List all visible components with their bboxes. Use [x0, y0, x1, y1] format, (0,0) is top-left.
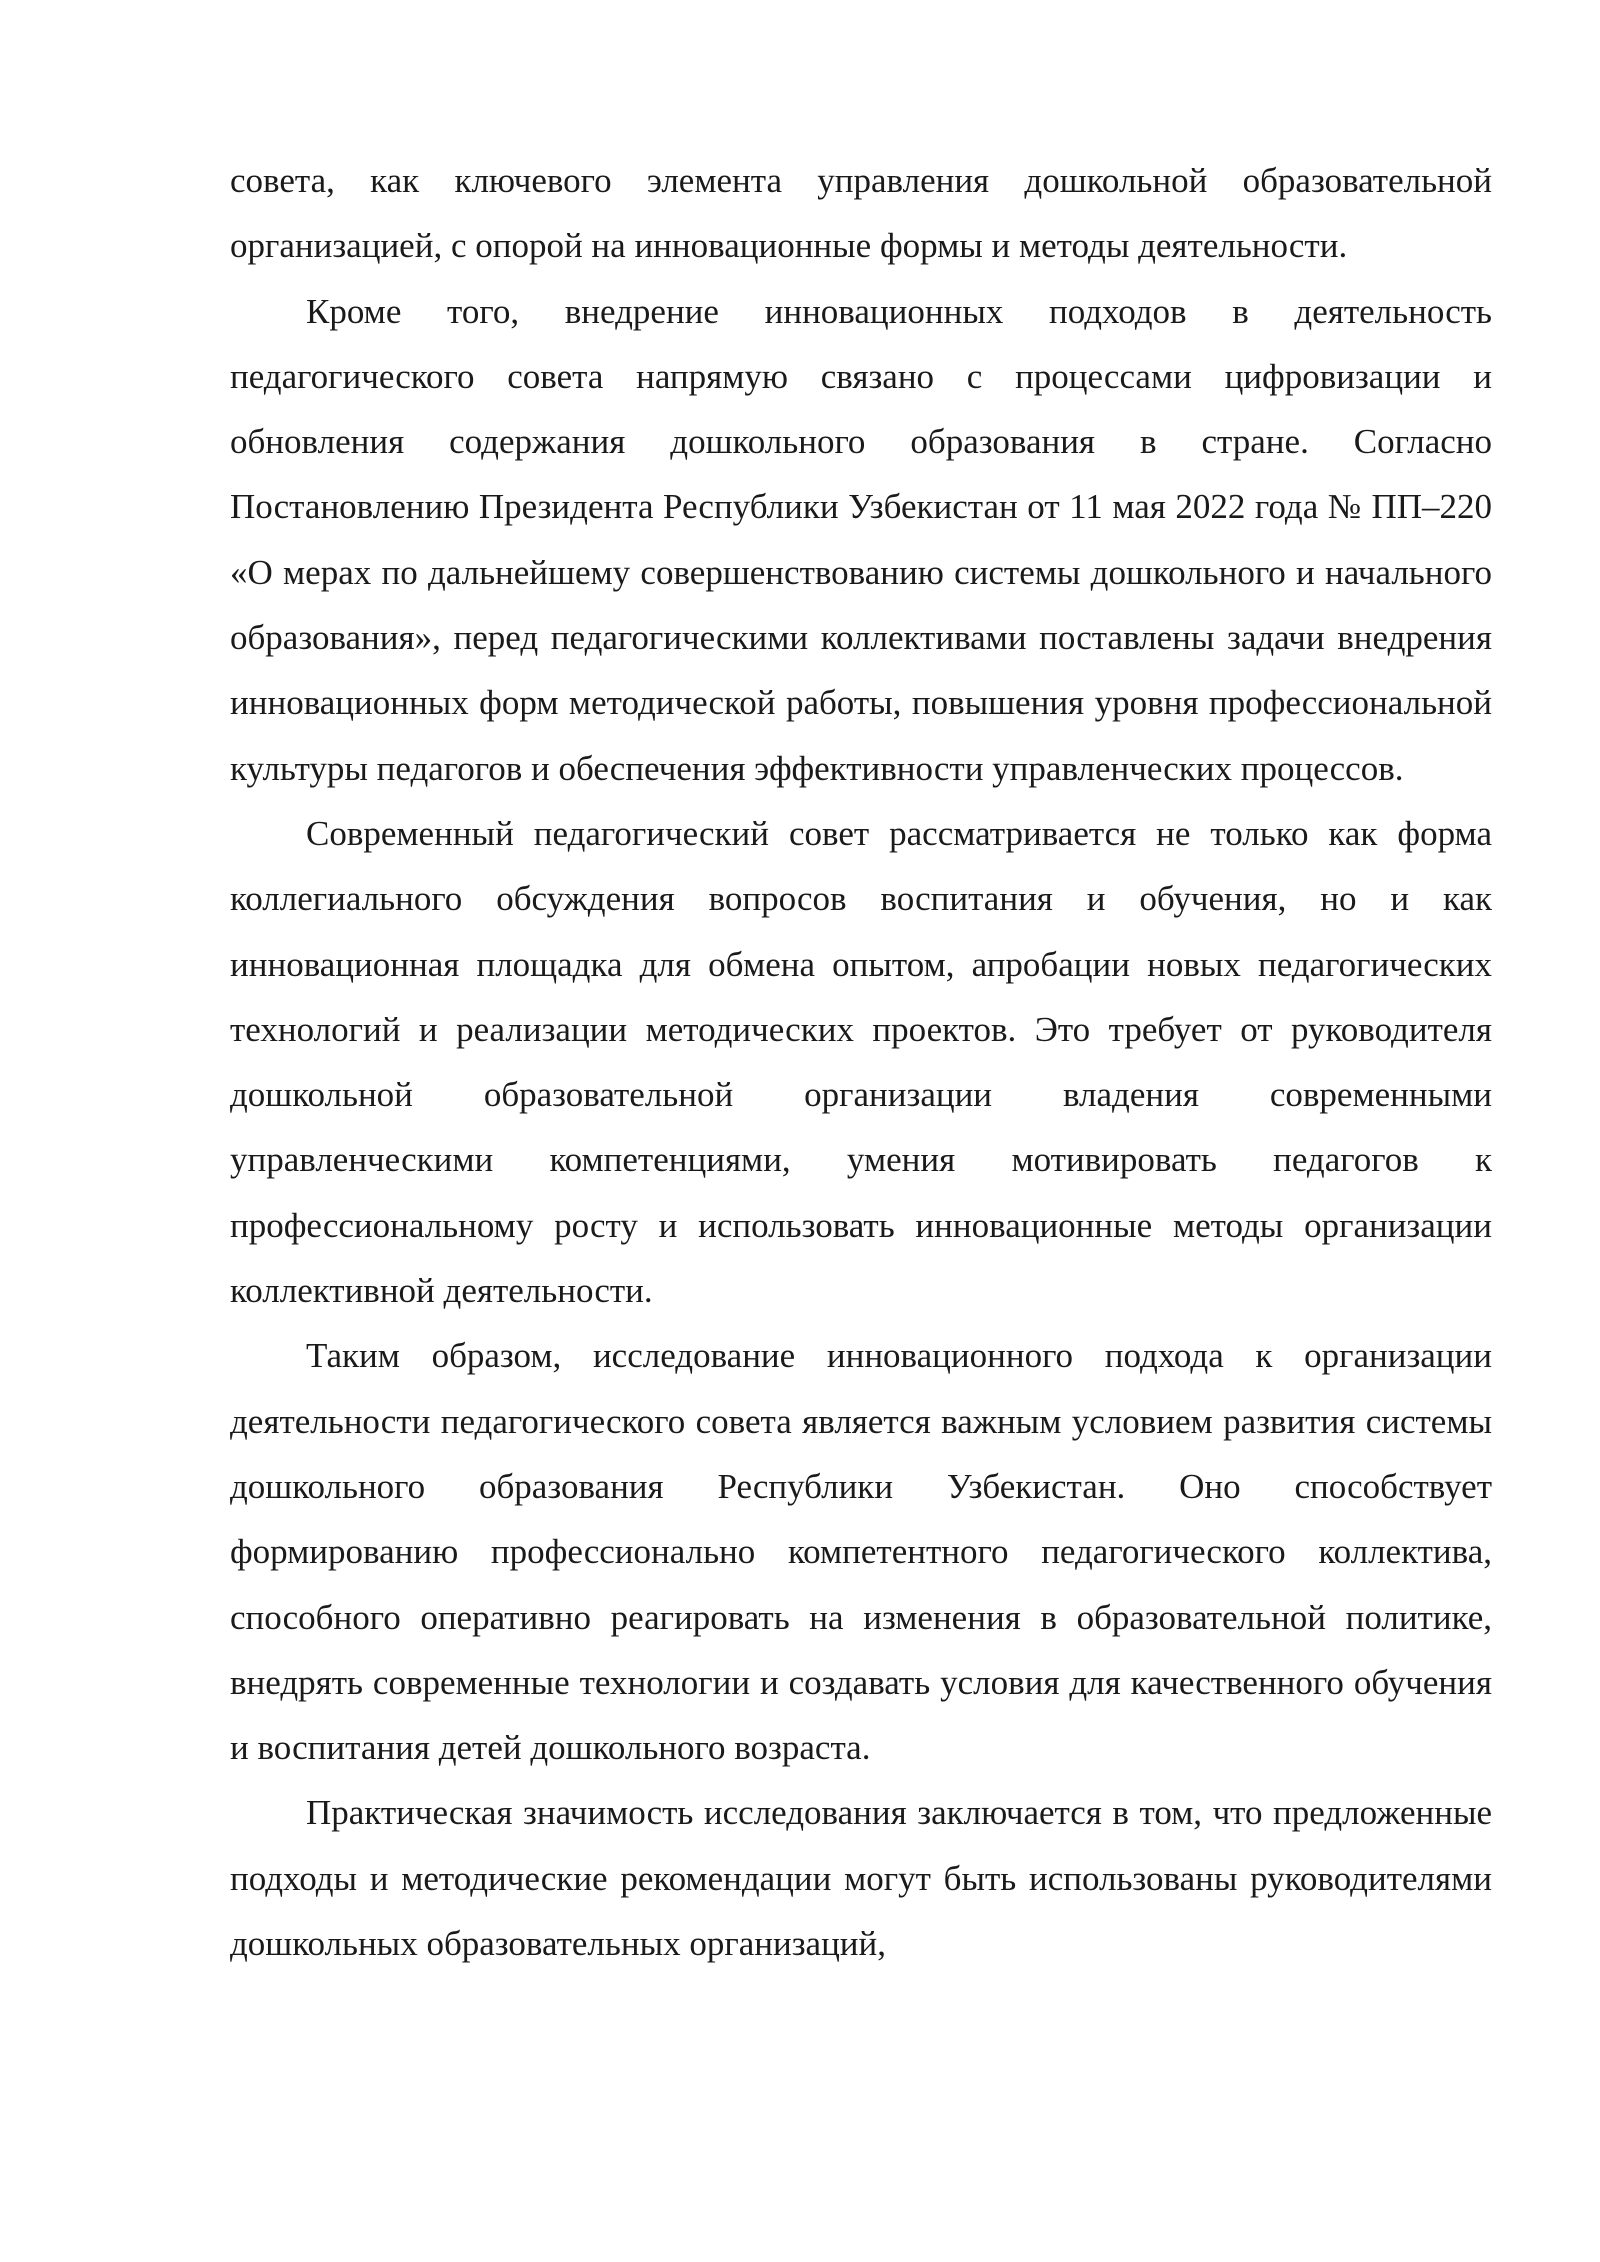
paragraph-practical-significance: Практическая значимость исследования заключается в том, что предложенные подходы и методические рекомендации могут быть использованы руководителями дошкольных образовательных организаций, [230, 1793, 1492, 1964]
paragraph-digitalization: Кроме того, внедрение инновационных подходов в деятельность педагогического совета напрямую связано с процессами цифровизации и обновления содержания дошкольного образования в стране. Согласно Постановлению Президента Республики Узбекистан от 11 мая 2022 года № ПП–220 «О мерах по дальнейшему совершенствованию системы дошкольного и начального образования», перед педагогическими коллективами поставлены задачи внедрения инновационных форм методической работы, повышения уровня профессиональной культуры педагогов и обеспечения эффективности управленческих процессов. [230, 291, 1492, 788]
paragraph-modern-council: Современный педагогический совет рассматривается не только как форма коллегиального обсуждения вопросов воспитания и обучения, но и как инновационная площадка для обмена опытом, апробации новых педагогических технологий и реализации методических проектов. Это требует от руководителя дошкольной образовательной организации владения современными управленческими компетенциями, умения мотивировать педагогов к профессиональному росту и использовать инновационные методы организации коллективной деятельности. [230, 813, 1492, 1311]
paragraph-continuation: совета, как ключевого элемента управления дошкольной образовательной организацией, с опорой на инновационные формы и методы деятельности. [230, 161, 1492, 266]
paragraph-conclusion: Таким образом, исследование инновационного подхода к организации деятельности педагогического совета является важным условием развития системы дошкольного образования Республики Узбекистан. Оно способствует формированию профессионально компетентного педагогического коллектива, способного оперативно реагировать на изменения в образовательной политике, внедрять современные технологии и создавать условия для качественного обучения и воспитания детей дошкольного возраста. [230, 1336, 1492, 1768]
document-body [230, 148, 1492, 1976]
